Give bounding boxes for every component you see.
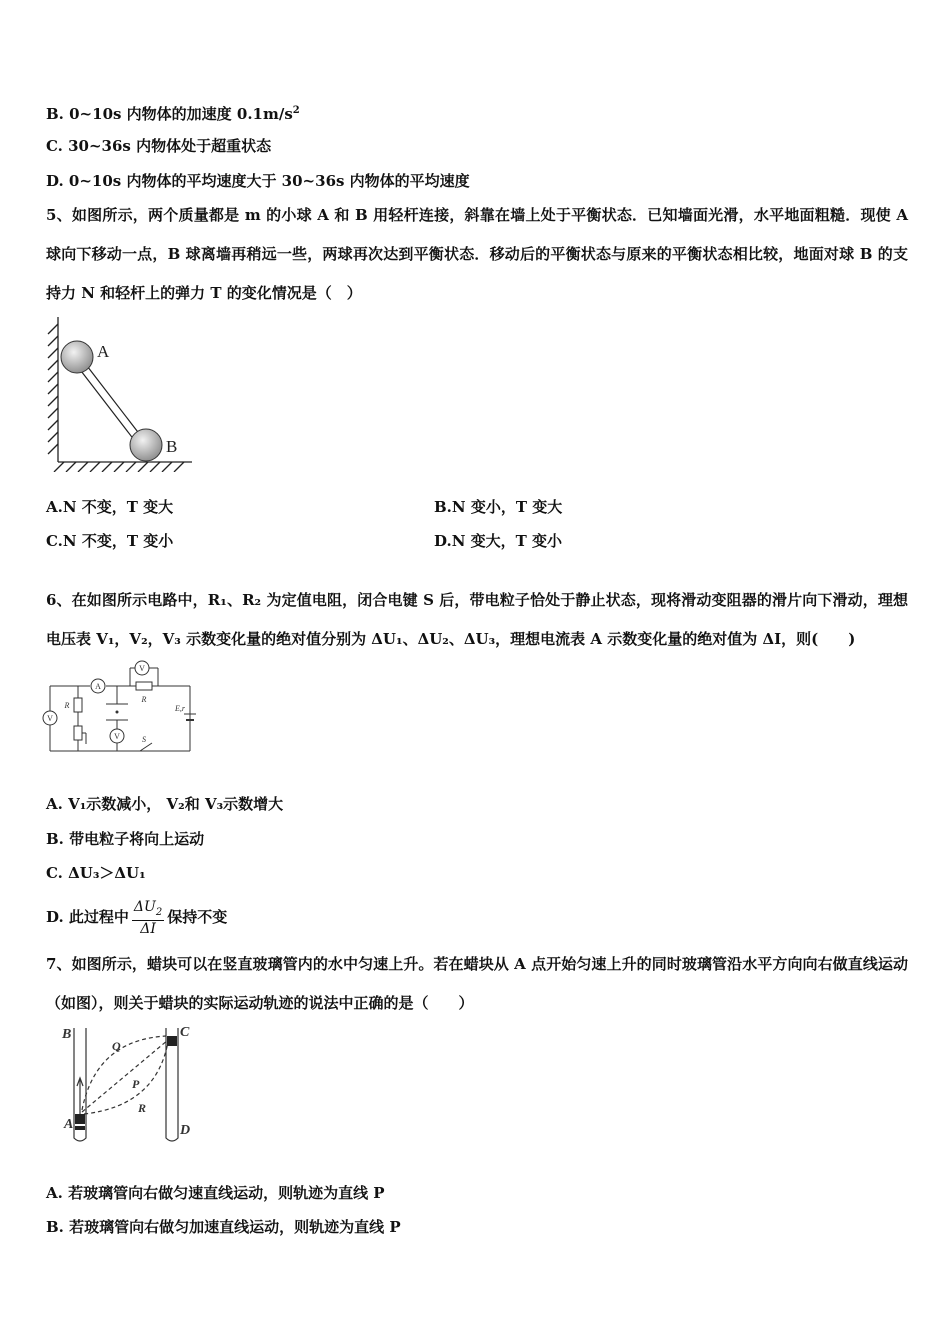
label-a: A xyxy=(64,1117,74,1132)
q4-option-b: B. 0~10s 内物体的加速度 $0.1m/s^2$ xyxy=(46,105,300,123)
q6-circuit-figure xyxy=(40,656,200,758)
ball-b xyxy=(130,429,162,461)
label-b: B xyxy=(166,437,178,456)
v2-label: V xyxy=(114,732,120,741)
label-d: D xyxy=(180,1123,191,1138)
q7-stem: 7、如图所示，蜡块可以在竖直玻璃管内的水中匀速上升。若在蜡块从 A 点开始匀速上升的同时玻璃管沿水平方向向右做直线运动（如图），则关于蜡块的实际运动轨迹的说法中正确的是（ ） xyxy=(46,955,908,1012)
q4-option-d: D. 0~10s 内物体的平均速度大于 30~36s 内物体的平均速度 xyxy=(46,172,470,190)
q6-option-d: D. 此过程中 $\frac{\Delta U_2}{\Delta I}$ 保持不变 xyxy=(46,898,228,938)
v3-label: V xyxy=(47,714,53,723)
label-q: Q xyxy=(112,1039,121,1053)
r1-label: R xyxy=(141,695,147,704)
r2-label: R xyxy=(64,701,70,710)
label-b: B xyxy=(62,1027,72,1042)
delta-fraction: $\frac{\Delta U_2}{\Delta I}$ xyxy=(133,898,163,938)
ball-a xyxy=(61,341,93,373)
q7-option-a: A. 若玻璃管向右做匀速直线运动，则轨迹为直线 P xyxy=(46,1184,385,1202)
label-p: P xyxy=(132,1077,140,1091)
q7-option-b: B. 若玻璃管向右做匀加速直线运动，则轨迹为直线 P xyxy=(46,1218,401,1236)
ammeter-label: A xyxy=(95,682,101,691)
q7-glass-tube-figure xyxy=(56,1020,206,1145)
q5-option-c: C.N 不变，T 变小 xyxy=(46,532,174,550)
q5-figure-wall-rod-balls xyxy=(44,312,204,472)
q6-option-a: A. V₁示数减小， V₂和 V₃示数增大 xyxy=(46,795,284,813)
q5-option-b: B.N 变小，T 变大 xyxy=(434,498,563,516)
emf-label: E,r xyxy=(175,704,185,713)
q5-option-d: D.N 变大，T 变小 xyxy=(434,532,563,550)
q4-option-c: C. 30~36s 内物体处于超重状态 xyxy=(46,137,272,155)
v1-label: V xyxy=(139,664,145,673)
q6-stem: 6、在如图所示电路中，R₁、R₂ 为定值电阻，闭合电键 S 后，带电粒子恰处于静止状态，现将滑动变阻器的滑片向下滑动，理想电压表 V₁，V₂，V₃ 示数变化量的绝对值分别为 ΔU₁、ΔU₂、ΔU₃，理想电流表 A 示数变化量的绝对值为 ΔI，则( ) xyxy=(46,591,908,648)
label-a: A xyxy=(97,342,110,361)
switch-label: S xyxy=(142,735,146,744)
q5-option-a: A.N 不变，T 变大 xyxy=(46,498,174,516)
q6-option-c: C. ΔU₃＞ΔU₁ xyxy=(46,864,146,882)
label-c: C xyxy=(180,1025,190,1040)
label-r: R xyxy=(138,1101,147,1115)
q6-option-b: B. 带电粒子将向上运动 xyxy=(46,830,205,848)
q5-stem: 5、如图所示，两个质量都是 m 的小球 A 和 B 用轻杆连接，斜靠在墙上处于平衡状态．已知墙面光滑，水平地面粗糙．现使 A 球向下移动一点，B 球离墙再稍远一些，两球再次达到平衡状态．移动后的平衡状态与原来的平衡状态相比较，地面对球 B 的支持力 N 和轻杆上的弹力 T 的变化情况是（ ） xyxy=(46,206,908,302)
